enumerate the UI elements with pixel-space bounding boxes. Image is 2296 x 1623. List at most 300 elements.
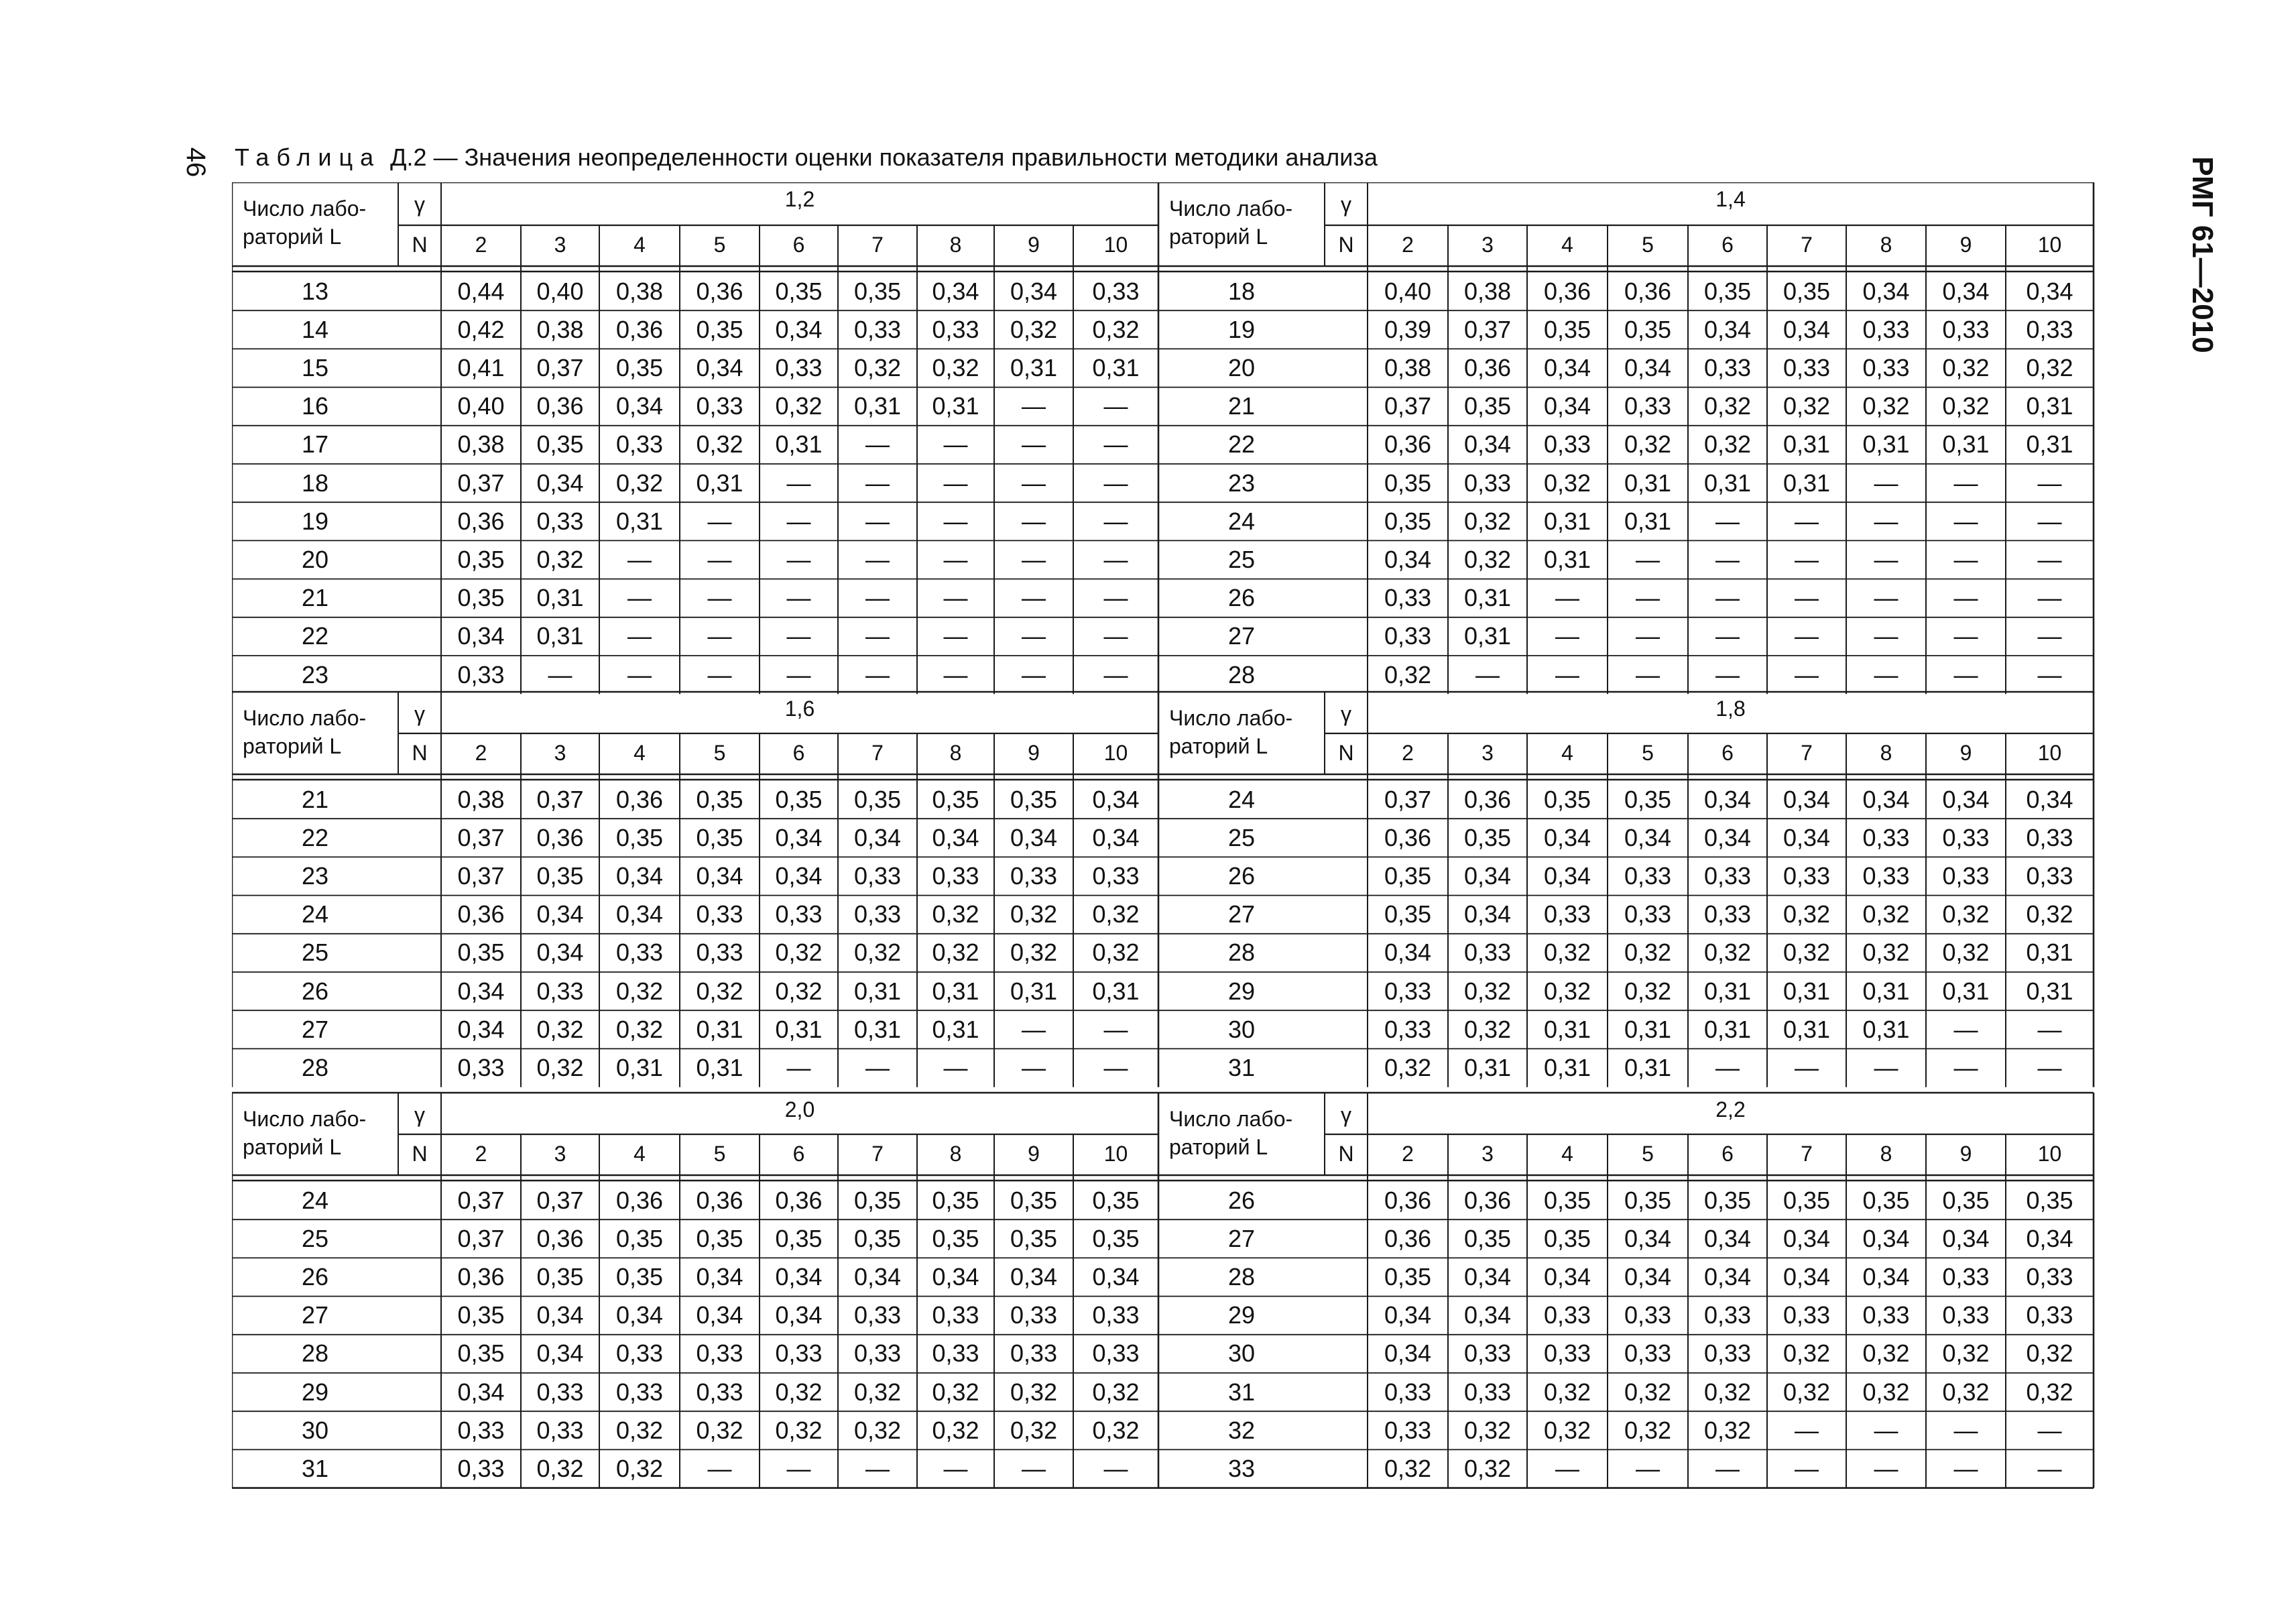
uncertainty-cell: 0,32 <box>615 1455 664 1482</box>
uncertainty-cell: — <box>1022 584 1046 612</box>
uncertainty-cell: — <box>1953 1416 1978 1444</box>
uncertainty-cell: 0,33 <box>696 1378 743 1406</box>
uncertainty-cell: 0,34 <box>615 862 664 890</box>
uncertainty-cell: 0,31 <box>1862 430 1910 459</box>
uncertainty-cell: 0,32 <box>775 977 823 1005</box>
uncertainty-cell: — <box>1874 507 1898 535</box>
uncertainty-cell: 0,35 <box>1624 785 1672 813</box>
uncertainty-cell: 0,34 <box>1384 1301 1432 1329</box>
uncertainty-cell: 0,37 <box>457 469 505 497</box>
uncertainty-cell: — <box>1022 546 1046 573</box>
uncertainty-cell: 0,38 <box>1384 354 1432 381</box>
uncertainty-cell: 0,33 <box>1942 315 1990 343</box>
n-value-header: 4 <box>1561 1142 1573 1166</box>
uncertainty-cell: 0,31 <box>1092 354 1140 381</box>
n-value-header: 4 <box>633 741 646 765</box>
uncertainty-cell: 0,33 <box>1463 939 1512 967</box>
lab-count-cell: 25 <box>301 1224 329 1252</box>
lab-count-cell: 24 <box>301 1186 329 1214</box>
uncertainty-cell: 0,34 <box>536 1339 584 1368</box>
uncertainty-cell: 0,32 <box>1783 939 1831 967</box>
uncertainty-cell: 0,33 <box>2026 823 2073 851</box>
n-value-header: 8 <box>1880 233 1892 257</box>
uncertainty-cell: 0,34 <box>932 1263 979 1290</box>
uncertainty-cell: 0,35 <box>932 785 979 813</box>
n-value-header: 9 <box>1028 233 1040 257</box>
uncertainty-cell: 0,31 <box>696 1054 743 1081</box>
uncertainty-cell: 0,33 <box>853 862 902 890</box>
uncertainty-cell: — <box>1715 660 1740 688</box>
caption-label: Таблица <box>235 143 381 171</box>
uncertainty-cell: 0,32 <box>1010 1416 1058 1444</box>
lab-count-cell: 25 <box>1227 546 1256 573</box>
uncertainty-cell: 0,35 <box>1384 900 1432 928</box>
lab-count-cell: 14 <box>301 315 329 343</box>
uncertainty-cell: 0,34 <box>696 862 743 890</box>
uncertainty-cell: 0,34 <box>536 900 584 928</box>
uncertainty-cell: — <box>865 622 890 650</box>
uncertainty-cell: 0,35 <box>1543 1186 1591 1214</box>
lab-count-header: Число лабо- раторий L <box>243 706 367 758</box>
uncertainty-cell: 0,35 <box>775 1224 823 1252</box>
gamma-value: 1,4 <box>1715 187 1746 211</box>
uncertainty-cell: 0,33 <box>1703 1301 1752 1329</box>
uncertainty-cell: 0,34 <box>457 622 505 650</box>
uncertainty-cell: — <box>1022 1015 1046 1043</box>
uncertainty-cell: 0,34 <box>536 469 584 497</box>
uncertainty-cell: 0,34 <box>1010 823 1058 851</box>
uncertainty-cell: 0,31 <box>1010 977 1058 1005</box>
uncertainty-cell: — <box>1022 392 1046 420</box>
uncertainty-cell: — <box>2037 1416 2062 1444</box>
uncertainty-cell: — <box>1953 546 1978 573</box>
n-value-header: 7 <box>871 233 884 257</box>
uncertainty-cell: 0,34 <box>2026 785 2073 813</box>
uncertainty-cell: 0,33 <box>775 900 823 928</box>
uncertainty-cell: — <box>865 469 890 497</box>
uncertainty-cell: 0,38 <box>1463 277 1512 305</box>
uncertainty-cell: — <box>707 660 732 688</box>
uncertainty-cell: 0,32 <box>1463 1015 1512 1043</box>
uncertainty-cell: 0,32 <box>932 939 979 967</box>
uncertainty-cell: 0,35 <box>1783 277 1831 305</box>
n-symbol: N <box>1338 1142 1354 1166</box>
n-value-header: 3 <box>1482 233 1494 257</box>
lab-count-cell: 21 <box>301 584 329 612</box>
uncertainty-cell: 0,33 <box>1703 900 1752 928</box>
uncertainty-cell: — <box>2037 1455 2062 1482</box>
uncertainty-cell: 0,31 <box>932 1015 979 1043</box>
uncertainty-cell: 0,35 <box>932 1224 979 1252</box>
uncertainty-cell: 0,32 <box>1862 392 1910 420</box>
lab-count-cell: 13 <box>301 277 329 305</box>
uncertainty-cell: 0,32 <box>1463 977 1512 1005</box>
uncertainty-cell: 0,32 <box>1384 660 1432 688</box>
uncertainty-cell: — <box>1953 622 1978 650</box>
uncertainty-cell: 0,34 <box>1783 315 1831 343</box>
uncertainty-cell: — <box>1103 660 1128 688</box>
lab-count-cell: 28 <box>301 1054 329 1081</box>
lab-count-cell: 16 <box>301 392 329 420</box>
uncertainty-cell: 0,34 <box>1703 823 1752 851</box>
n-value-header: 4 <box>633 1142 646 1166</box>
lab-count-cell: 22 <box>301 823 329 851</box>
uncertainty-cell: — <box>1874 584 1898 612</box>
uncertainty-cell: — <box>1103 430 1128 459</box>
uncertainty-cell: 0,33 <box>1463 469 1512 497</box>
uncertainty-cell: — <box>1715 1054 1740 1081</box>
uncertainty-cell: 0,34 <box>1624 1263 1672 1290</box>
uncertainty-cell: — <box>1953 469 1978 497</box>
uncertainty-cell: 0,34 <box>775 315 823 343</box>
gamma-value: 1,6 <box>784 697 815 721</box>
uncertainty-cell: 0,32 <box>1942 900 1990 928</box>
uncertainty-cell: 0,33 <box>1862 315 1910 343</box>
n-value-header: 5 <box>1642 1142 1654 1166</box>
uncertainty-cell: 0,35 <box>1010 785 1058 813</box>
gamma-value: 2,2 <box>1715 1097 1746 1122</box>
uncertainty-cell: 0,35 <box>1624 315 1672 343</box>
uncertainty-cell: 0,33 <box>1783 862 1831 890</box>
uncertainty-cell: 0,32 <box>2026 1378 2073 1406</box>
uncertainty-cell: 0,32 <box>696 430 743 459</box>
lab-count-header: Число лабо- раторий L <box>1169 196 1293 249</box>
n-value-header: 2 <box>1402 1142 1414 1166</box>
uncertainty-cell: 0,34 <box>1543 392 1591 420</box>
uncertainty-cell: 0,35 <box>615 823 664 851</box>
table-caption <box>235 137 1378 178</box>
uncertainty-cell: 0,31 <box>1463 622 1512 650</box>
uncertainty-cell: 0,38 <box>457 430 505 459</box>
uncertainty-cell: 0,33 <box>457 1416 505 1444</box>
uncertainty-cell: 0,33 <box>1783 354 1831 381</box>
uncertainty-cell: 0,31 <box>1862 977 1910 1005</box>
uncertainty-cell: 0,32 <box>775 1378 823 1406</box>
uncertainty-cell: — <box>1953 1455 1978 1482</box>
uncertainty-cell: 0,35 <box>1092 1186 1140 1214</box>
uncertainty-cell: 0,32 <box>536 1054 584 1081</box>
lab-count-cell: 19 <box>1227 315 1256 343</box>
uncertainty-cell: — <box>1874 1416 1898 1444</box>
uncertainty-cell: 0,33 <box>536 977 584 1005</box>
uncertainty-cell: 0,35 <box>696 1224 743 1252</box>
uncertainty-cell: 0,33 <box>615 939 664 967</box>
uncertainty-cell: 0,35 <box>696 315 743 343</box>
uncertainty-cell: 0,33 <box>853 1339 902 1368</box>
uncertainty-cell: 0,35 <box>1384 507 1432 535</box>
uncertainty-cell: 0,32 <box>2026 354 2073 381</box>
lab-count-cell: 27 <box>301 1015 329 1043</box>
uncertainty-cell: — <box>1874 660 1898 688</box>
uncertainty-cell: 0,33 <box>1384 1015 1432 1043</box>
uncertainty-cell: 0,35 <box>457 584 505 612</box>
uncertainty-cell: 0,32 <box>615 977 664 1005</box>
uncertainty-cell: 0,34 <box>1543 1263 1591 1290</box>
uncertainty-cell: 0,34 <box>775 1301 823 1329</box>
uncertainty-cell: 0,32 <box>2026 1339 2073 1368</box>
uncertainty-cell: 0,33 <box>1463 1339 1512 1368</box>
uncertainty-cell: 0,31 <box>696 469 743 497</box>
uncertainty-cell: — <box>786 660 811 688</box>
page-number: 46 <box>181 147 210 178</box>
uncertainty-cell: 0,35 <box>1463 823 1512 851</box>
uncertainty-cell: 0,33 <box>1942 862 1990 890</box>
uncertainty-cell: 0,33 <box>1092 277 1140 305</box>
uncertainty-cell: 0,32 <box>1942 354 1990 381</box>
uncertainty-cell: — <box>1636 622 1660 650</box>
lab-count-cell: 27 <box>1227 1224 1256 1252</box>
uncertainty-cell: 0,33 <box>1010 862 1058 890</box>
uncertainty-cell: 0,36 <box>1543 277 1591 305</box>
uncertainty-cell: 0,33 <box>696 939 743 967</box>
n-value-header: 5 <box>713 233 726 257</box>
uncertainty-cell: 0,32 <box>1624 1416 1672 1444</box>
uncertainty-cell: 0,32 <box>536 1455 584 1482</box>
n-value-header: 10 <box>2037 233 2062 257</box>
uncertainty-cell: — <box>943 660 968 688</box>
n-symbol: N <box>412 1142 428 1166</box>
uncertainty-cell: — <box>1103 1455 1128 1482</box>
uncertainty-cell: — <box>786 584 811 612</box>
uncertainty-cell: 0,31 <box>775 430 823 459</box>
uncertainty-cell: 0,32 <box>853 1378 902 1406</box>
n-value-header: 6 <box>792 741 805 765</box>
uncertainty-cell: — <box>1715 507 1740 535</box>
lab-count-cell: 26 <box>301 977 329 1005</box>
uncertainty-cell: — <box>1953 1054 1978 1081</box>
uncertainty-cell: 0,34 <box>932 277 979 305</box>
uncertainty-cell: — <box>1555 584 1579 612</box>
uncertainty-cell: 0,33 <box>1624 1339 1672 1368</box>
lab-count-header: Число лабо- раторий L <box>1169 706 1293 758</box>
uncertainty-cell: — <box>627 584 652 612</box>
n-value-header: 9 <box>1959 1142 1972 1166</box>
uncertainty-cell: — <box>1103 1054 1128 1081</box>
uncertainty-cell: 0,35 <box>853 1224 902 1252</box>
uncertainty-cell: 0,36 <box>615 785 664 813</box>
uncertainty-cell: 0,33 <box>932 1301 979 1329</box>
uncertainty-cell: — <box>1953 507 1978 535</box>
uncertainty-cell: 0,31 <box>1543 507 1591 535</box>
uncertainty-cell: 0,33 <box>457 660 505 688</box>
uncertainty-cell: 0,38 <box>615 277 664 305</box>
uncertainty-cell: 0,32 <box>1543 1416 1591 1444</box>
uncertainty-cell: 0,35 <box>775 277 823 305</box>
uncertainty-cell: 0,31 <box>2026 977 2073 1005</box>
uncertainty-cell: 0,35 <box>1384 862 1432 890</box>
n-value-header: 6 <box>792 1142 805 1166</box>
n-value-header: 9 <box>1959 741 1972 765</box>
uncertainty-cell: 0,34 <box>457 1378 505 1406</box>
uncertainty-cell: 0,33 <box>2026 1301 2073 1329</box>
uncertainty-cell: 0,31 <box>1703 1015 1752 1043</box>
uncertainty-cell: 0,37 <box>536 785 584 813</box>
uncertainty-cell: 0,31 <box>775 1015 823 1043</box>
uncertainty-cell: 0,31 <box>1463 584 1512 612</box>
uncertainty-cell: 0,38 <box>536 315 584 343</box>
uncertainty-cell: 0,35 <box>536 1263 584 1290</box>
uncertainty-cell: 0,35 <box>457 1301 505 1329</box>
uncertainty-cell: — <box>1022 469 1046 497</box>
uncertainty-cell: 0,31 <box>1783 469 1831 497</box>
uncertainty-cell: 0,35 <box>853 277 902 305</box>
uncertainty-cell: 0,34 <box>2026 1224 2073 1252</box>
uncertainty-cell: 0,32 <box>1862 1378 1910 1406</box>
uncertainty-cell: 0,33 <box>932 1339 979 1368</box>
uncertainty-cell: — <box>865 1455 890 1482</box>
uncertainty-cell: 0,34 <box>853 823 902 851</box>
uncertainty-cell: 0,32 <box>1463 1416 1512 1444</box>
uncertainty-cell: 0,32 <box>1010 900 1058 928</box>
uncertainty-cell: 0,32 <box>932 1378 979 1406</box>
uncertainty-cell: 0,35 <box>1862 1186 1910 1214</box>
uncertainty-cell: — <box>865 660 890 688</box>
uncertainty-cell: 0,34 <box>1624 354 1672 381</box>
uncertainty-cell: 0,31 <box>696 1015 743 1043</box>
lab-count-cell: 28 <box>1227 660 1256 688</box>
n-symbol: N <box>1338 233 1354 257</box>
n-value-header: 3 <box>554 741 566 765</box>
uncertainty-cell: — <box>1795 1455 1819 1482</box>
uncertainty-cell: — <box>786 469 811 497</box>
uncertainty-cell: 0,31 <box>2026 430 2073 459</box>
uncertainty-cell: 0,32 <box>1942 1378 1990 1406</box>
uncertainty-cell: — <box>1874 1455 1898 1482</box>
uncertainty-cell: 0,32 <box>615 469 664 497</box>
uncertainty-cell: 0,35 <box>696 823 743 851</box>
lab-count-cell: 24 <box>1227 507 1256 535</box>
uncertainty-cell: 0,40 <box>536 277 584 305</box>
n-value-header: 8 <box>949 233 962 257</box>
uncertainty-cell: 0,33 <box>1384 584 1432 612</box>
uncertainty-cell: 0,32 <box>932 1416 979 1444</box>
uncertainty-cell: 0,34 <box>2026 277 2073 305</box>
uncertainty-cell: 0,35 <box>615 1224 664 1252</box>
uncertainty-cell: 0,34 <box>1624 1224 1672 1252</box>
lab-count-cell: 21 <box>1227 392 1256 420</box>
uncertainty-cell: 0,31 <box>1703 469 1752 497</box>
uncertainty-cell: 0,31 <box>853 1015 902 1043</box>
uncertainty-cell: 0,35 <box>1703 277 1752 305</box>
gamma-symbol: γ <box>414 702 425 726</box>
uncertainty-cell: 0,35 <box>536 862 584 890</box>
uncertainty-cell: 0,35 <box>457 546 505 573</box>
uncertainty-cell: 0,36 <box>775 1186 823 1214</box>
uncertainty-cell: 0,31 <box>615 507 664 535</box>
uncertainty-cell: 0,33 <box>853 315 902 343</box>
uncertainty-cell: 0,34 <box>1010 277 1058 305</box>
uncertainty-cell: 0,34 <box>1862 1224 1910 1252</box>
uncertainty-cell: 0,36 <box>457 900 505 928</box>
lab-count-cell: 17 <box>301 430 329 459</box>
uncertainty-cell: — <box>943 469 968 497</box>
uncertainty-cell: 0,32 <box>1783 1339 1831 1368</box>
uncertainty-cell: 0,34 <box>1862 1263 1910 1290</box>
uncertainty-cell: — <box>1022 507 1046 535</box>
uncertainty-cell: 0,33 <box>853 900 902 928</box>
n-value-header: 10 <box>2037 741 2062 765</box>
lab-count-header: Число лабо- раторий L <box>243 1107 367 1159</box>
uncertainty-cell: 0,33 <box>1092 1339 1140 1368</box>
uncertainty-cell: 0,34 <box>615 900 664 928</box>
uncertainty-cell: 0,35 <box>1543 315 1591 343</box>
uncertainty-cell: 0,31 <box>853 392 902 420</box>
uncertainty-cell: — <box>1795 584 1819 612</box>
uncertainty-cell: 0,34 <box>457 1015 505 1043</box>
lab-count-cell: 21 <box>301 785 329 813</box>
lab-count-cell: 18 <box>301 469 329 497</box>
uncertainty-cell: 0,34 <box>1942 1224 1990 1252</box>
n-value-header: 7 <box>1801 741 1813 765</box>
uncertainty-cell: 0,32 <box>1092 900 1140 928</box>
uncertainty-cell: — <box>707 546 732 573</box>
n-value-header: 10 <box>1103 233 1128 257</box>
uncertainty-cell: 0,36 <box>1463 354 1512 381</box>
uncertainty-cell: — <box>1103 546 1128 573</box>
uncertainty-cell: 0,33 <box>1092 862 1140 890</box>
uncertainty-cell: — <box>2037 1054 2062 1081</box>
uncertainty-cell: 0,38 <box>457 785 505 813</box>
uncertainty-cell: 0,32 <box>775 392 823 420</box>
uncertainty-cell: — <box>2037 469 2062 497</box>
uncertainty-cell: 0,32 <box>1010 315 1058 343</box>
uncertainty-cell: 0,36 <box>536 823 584 851</box>
uncertainty-cell: 0,34 <box>536 1301 584 1329</box>
uncertainty-cell: 0,34 <box>615 1301 664 1329</box>
uncertainty-cell: 0,33 <box>1862 1301 1910 1329</box>
uncertainty-cell: 0,31 <box>536 584 584 612</box>
uncertainty-cell: 0,32 <box>696 1416 743 1444</box>
uncertainty-cell: 0,32 <box>932 900 979 928</box>
uncertainty-cell: 0,35 <box>615 1263 664 1290</box>
uncertainty-cell: 0,34 <box>1703 315 1752 343</box>
uncertainty-cell: 0,36 <box>1463 785 1512 813</box>
lab-count-cell: 19 <box>301 507 329 535</box>
uncertainty-cell: 0,32 <box>1703 430 1752 459</box>
uncertainty-cell: 0,31 <box>1783 1015 1831 1043</box>
uncertainty-cell: 0,34 <box>1010 1263 1058 1290</box>
document-code: РМГ 61—2010 <box>2186 156 2219 353</box>
lab-count-cell: 22 <box>1227 430 1256 459</box>
uncertainty-cell: — <box>1715 622 1740 650</box>
n-symbol: N <box>1338 741 1354 765</box>
n-value-header: 6 <box>1721 741 1734 765</box>
uncertainty-cell: 0,31 <box>1463 1054 1512 1081</box>
lab-count-cell: 25 <box>301 939 329 967</box>
uncertainty-cell: 0,33 <box>1463 1378 1512 1406</box>
uncertainty-cell: — <box>943 584 968 612</box>
uncertainty-cell: — <box>1795 660 1819 688</box>
n-value-header: 2 <box>475 233 487 257</box>
uncertainty-cell: 0,39 <box>1384 315 1432 343</box>
uncertainty-cell: — <box>1953 1015 1978 1043</box>
uncertainty-cell: 0,34 <box>536 939 584 967</box>
uncertainty-cell: — <box>1555 1455 1579 1482</box>
lab-count-cell: 26 <box>1227 584 1256 612</box>
gamma-symbol: γ <box>1341 1103 1351 1127</box>
uncertainty-cell: — <box>865 507 890 535</box>
uncertainty-cell: 0,36 <box>536 392 584 420</box>
uncertainty-cell: — <box>1103 1015 1128 1043</box>
uncertainty-cell: 0,31 <box>536 622 584 650</box>
lab-count-cell: 20 <box>1227 354 1256 381</box>
lab-count-cell: 26 <box>1227 862 1256 890</box>
uncertainty-cell: — <box>1715 546 1740 573</box>
uncertainty-cell: — <box>1953 660 1978 688</box>
n-value-header: 2 <box>475 741 487 765</box>
lab-count-cell: 30 <box>1227 1015 1256 1043</box>
uncertainty-cell: — <box>627 660 652 688</box>
